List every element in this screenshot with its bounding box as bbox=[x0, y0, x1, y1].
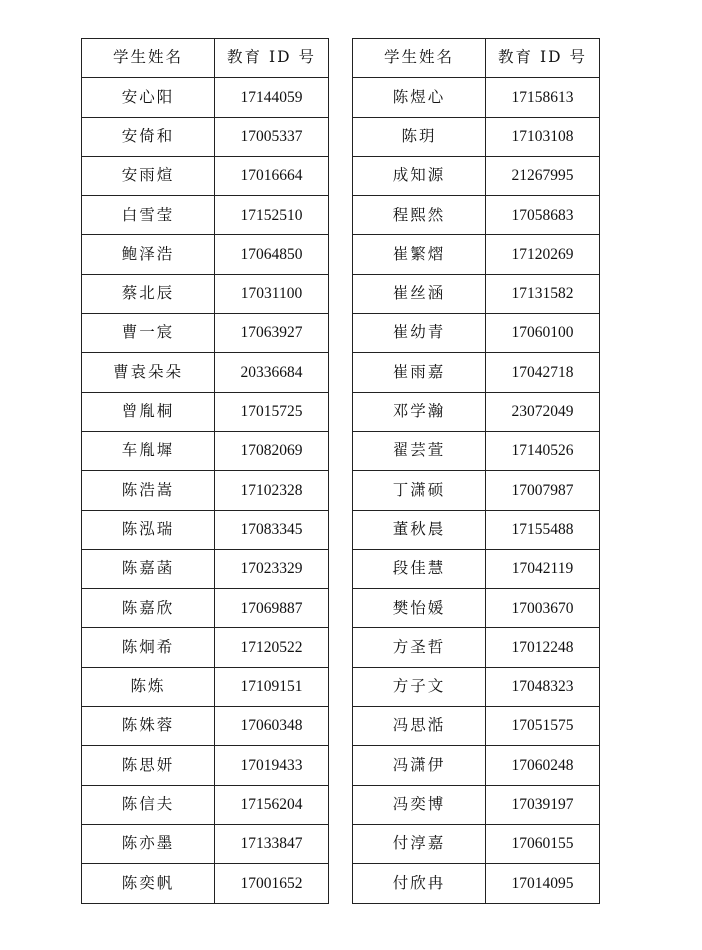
student-name-cell: 樊怡媛 bbox=[353, 589, 486, 628]
table-row bbox=[82, 78, 329, 117]
education-id-cell: 17031100 bbox=[215, 274, 329, 313]
table-row bbox=[353, 353, 600, 392]
table-row bbox=[82, 314, 329, 353]
student-name-cell: 冯奕博 bbox=[353, 785, 486, 824]
education-id-cell: 17058683 bbox=[486, 196, 600, 235]
table-row bbox=[353, 471, 600, 510]
table-row bbox=[82, 431, 329, 470]
student-name-cell: 陈亦墨 bbox=[82, 824, 215, 863]
education-id-cell: 17003670 bbox=[486, 589, 600, 628]
student-name-cell: 付淳嘉 bbox=[353, 824, 486, 863]
table-row bbox=[353, 314, 600, 353]
education-id-cell: 17155488 bbox=[486, 510, 600, 549]
student-name-cell: 付欣冉 bbox=[353, 864, 486, 903]
student-name-cell: 邓学瀚 bbox=[353, 392, 486, 431]
table-row bbox=[353, 274, 600, 313]
education-id-cell: 17083345 bbox=[215, 510, 329, 549]
table-row bbox=[353, 510, 600, 549]
student-name-cell: 陈信夫 bbox=[82, 785, 215, 824]
table-row bbox=[353, 864, 600, 903]
education-id-cell: 17152510 bbox=[215, 196, 329, 235]
education-id-cell: 17016664 bbox=[215, 156, 329, 195]
student-name-cell: 崔幼青 bbox=[353, 314, 486, 353]
table-row bbox=[353, 431, 600, 470]
table-row bbox=[82, 667, 329, 706]
student-name-cell: 白雪莹 bbox=[82, 196, 215, 235]
table-body-right bbox=[353, 78, 600, 903]
table-row bbox=[82, 274, 329, 313]
education-id-cell: 17060248 bbox=[486, 746, 600, 785]
student-name-cell: 陈姝蓉 bbox=[82, 707, 215, 746]
student-name-cell: 曹袁朵朵 bbox=[82, 353, 215, 392]
education-id-cell: 17012248 bbox=[486, 628, 600, 667]
student-name-cell: 陈嘉菡 bbox=[82, 549, 215, 588]
student-name-cell: 安雨煊 bbox=[82, 156, 215, 195]
education-id-cell: 17102328 bbox=[215, 471, 329, 510]
student-name-cell: 曹一宸 bbox=[82, 314, 215, 353]
education-id-cell: 17158613 bbox=[486, 78, 600, 117]
student-name-cell: 冯思湉 bbox=[353, 707, 486, 746]
education-id-cell: 17069887 bbox=[215, 589, 329, 628]
education-id-cell: 17039197 bbox=[486, 785, 600, 824]
education-id-cell: 21267995 bbox=[486, 156, 600, 195]
table-row bbox=[82, 353, 329, 392]
student-name-cell: 安心阳 bbox=[82, 78, 215, 117]
table-row bbox=[82, 628, 329, 667]
education-id-cell: 17042119 bbox=[486, 549, 600, 588]
education-id-cell: 23072049 bbox=[486, 392, 600, 431]
table-row bbox=[82, 510, 329, 549]
student-name-cell: 陈浩嵩 bbox=[82, 471, 215, 510]
student-name-cell: 董秋晨 bbox=[353, 510, 486, 549]
header-education-id: 教育 ID 号 bbox=[486, 39, 600, 78]
table-row bbox=[82, 156, 329, 195]
student-name-cell: 程熙然 bbox=[353, 196, 486, 235]
table-row bbox=[353, 156, 600, 195]
header-student-name: 学生姓名 bbox=[353, 39, 486, 78]
table-row bbox=[353, 549, 600, 588]
education-id-cell: 17156204 bbox=[215, 785, 329, 824]
student-table-right bbox=[352, 38, 600, 904]
table-row bbox=[82, 864, 329, 903]
header-education-id: 教育 ID 号 bbox=[215, 39, 329, 78]
table-row bbox=[82, 549, 329, 588]
student-name-cell: 陈炯希 bbox=[82, 628, 215, 667]
education-id-cell: 17015725 bbox=[215, 392, 329, 431]
education-id-cell: 17060100 bbox=[486, 314, 600, 353]
table-row bbox=[82, 392, 329, 431]
education-id-cell: 17051575 bbox=[486, 707, 600, 746]
student-name-cell: 陈嘉欣 bbox=[82, 589, 215, 628]
student-name-cell: 陈思妍 bbox=[82, 746, 215, 785]
education-id-cell: 17120522 bbox=[215, 628, 329, 667]
education-id-cell: 17014095 bbox=[486, 864, 600, 903]
student-name-cell: 陈泓瑞 bbox=[82, 510, 215, 549]
table-row bbox=[353, 746, 600, 785]
table-row bbox=[353, 707, 600, 746]
table-row bbox=[353, 667, 600, 706]
student-name-cell: 崔雨嘉 bbox=[353, 353, 486, 392]
education-id-cell: 17060348 bbox=[215, 707, 329, 746]
table-row bbox=[82, 785, 329, 824]
table-row bbox=[82, 235, 329, 274]
table-row bbox=[82, 117, 329, 156]
header-student-name: 学生姓名 bbox=[82, 39, 215, 78]
education-id-cell: 17144059 bbox=[215, 78, 329, 117]
education-id-cell: 17103108 bbox=[486, 117, 600, 156]
table-row bbox=[82, 707, 329, 746]
student-name-cell: 曾胤桐 bbox=[82, 392, 215, 431]
header-row bbox=[82, 39, 329, 78]
header-row bbox=[353, 39, 600, 78]
table-row bbox=[353, 628, 600, 667]
education-id-cell: 17120269 bbox=[486, 235, 600, 274]
student-name-cell: 段佳慧 bbox=[353, 549, 486, 588]
student-name-cell: 成知源 bbox=[353, 156, 486, 195]
education-id-cell: 17048323 bbox=[486, 667, 600, 706]
table-row bbox=[353, 392, 600, 431]
student-name-cell: 陈炼 bbox=[82, 667, 215, 706]
table-row bbox=[82, 471, 329, 510]
student-name-cell: 陈奕帆 bbox=[82, 864, 215, 903]
table-row bbox=[353, 117, 600, 156]
table-row bbox=[82, 824, 329, 863]
student-name-cell: 冯潇伊 bbox=[353, 746, 486, 785]
table-row bbox=[353, 196, 600, 235]
student-name-cell: 鲍泽浩 bbox=[82, 235, 215, 274]
student-table-left bbox=[81, 38, 329, 904]
table-body-left bbox=[82, 78, 329, 903]
education-id-cell: 17109151 bbox=[215, 667, 329, 706]
student-name-cell: 安倚和 bbox=[82, 117, 215, 156]
education-id-cell: 17005337 bbox=[215, 117, 329, 156]
table-row bbox=[82, 196, 329, 235]
education-id-cell: 20336684 bbox=[215, 353, 329, 392]
student-name-cell: 陈玥 bbox=[353, 117, 486, 156]
education-id-cell: 17063927 bbox=[215, 314, 329, 353]
table-row bbox=[353, 785, 600, 824]
table-row bbox=[353, 235, 600, 274]
education-id-cell: 17140526 bbox=[486, 431, 600, 470]
education-id-cell: 17082069 bbox=[215, 431, 329, 470]
student-name-cell: 崔繁熠 bbox=[353, 235, 486, 274]
student-name-cell: 陈煜心 bbox=[353, 78, 486, 117]
student-name-cell: 丁潇硕 bbox=[353, 471, 486, 510]
education-id-cell: 17060155 bbox=[486, 824, 600, 863]
table-row bbox=[353, 824, 600, 863]
education-id-cell: 17131582 bbox=[486, 274, 600, 313]
education-id-cell: 17133847 bbox=[215, 824, 329, 863]
student-name-cell: 车胤墀 bbox=[82, 431, 215, 470]
student-name-cell: 翟芸萱 bbox=[353, 431, 486, 470]
table-row bbox=[82, 746, 329, 785]
education-id-cell: 17042718 bbox=[486, 353, 600, 392]
education-id-cell: 17064850 bbox=[215, 235, 329, 274]
student-name-cell: 方圣哲 bbox=[353, 628, 486, 667]
student-name-cell: 方子文 bbox=[353, 667, 486, 706]
education-id-cell: 17019433 bbox=[215, 746, 329, 785]
student-name-cell: 崔丝涵 bbox=[353, 274, 486, 313]
table-row bbox=[82, 589, 329, 628]
education-id-cell: 17023329 bbox=[215, 549, 329, 588]
education-id-cell: 17001652 bbox=[215, 864, 329, 903]
table-row bbox=[353, 589, 600, 628]
table-row bbox=[353, 78, 600, 117]
education-id-cell: 17007987 bbox=[486, 471, 600, 510]
student-name-cell: 蔡北辰 bbox=[82, 274, 215, 313]
